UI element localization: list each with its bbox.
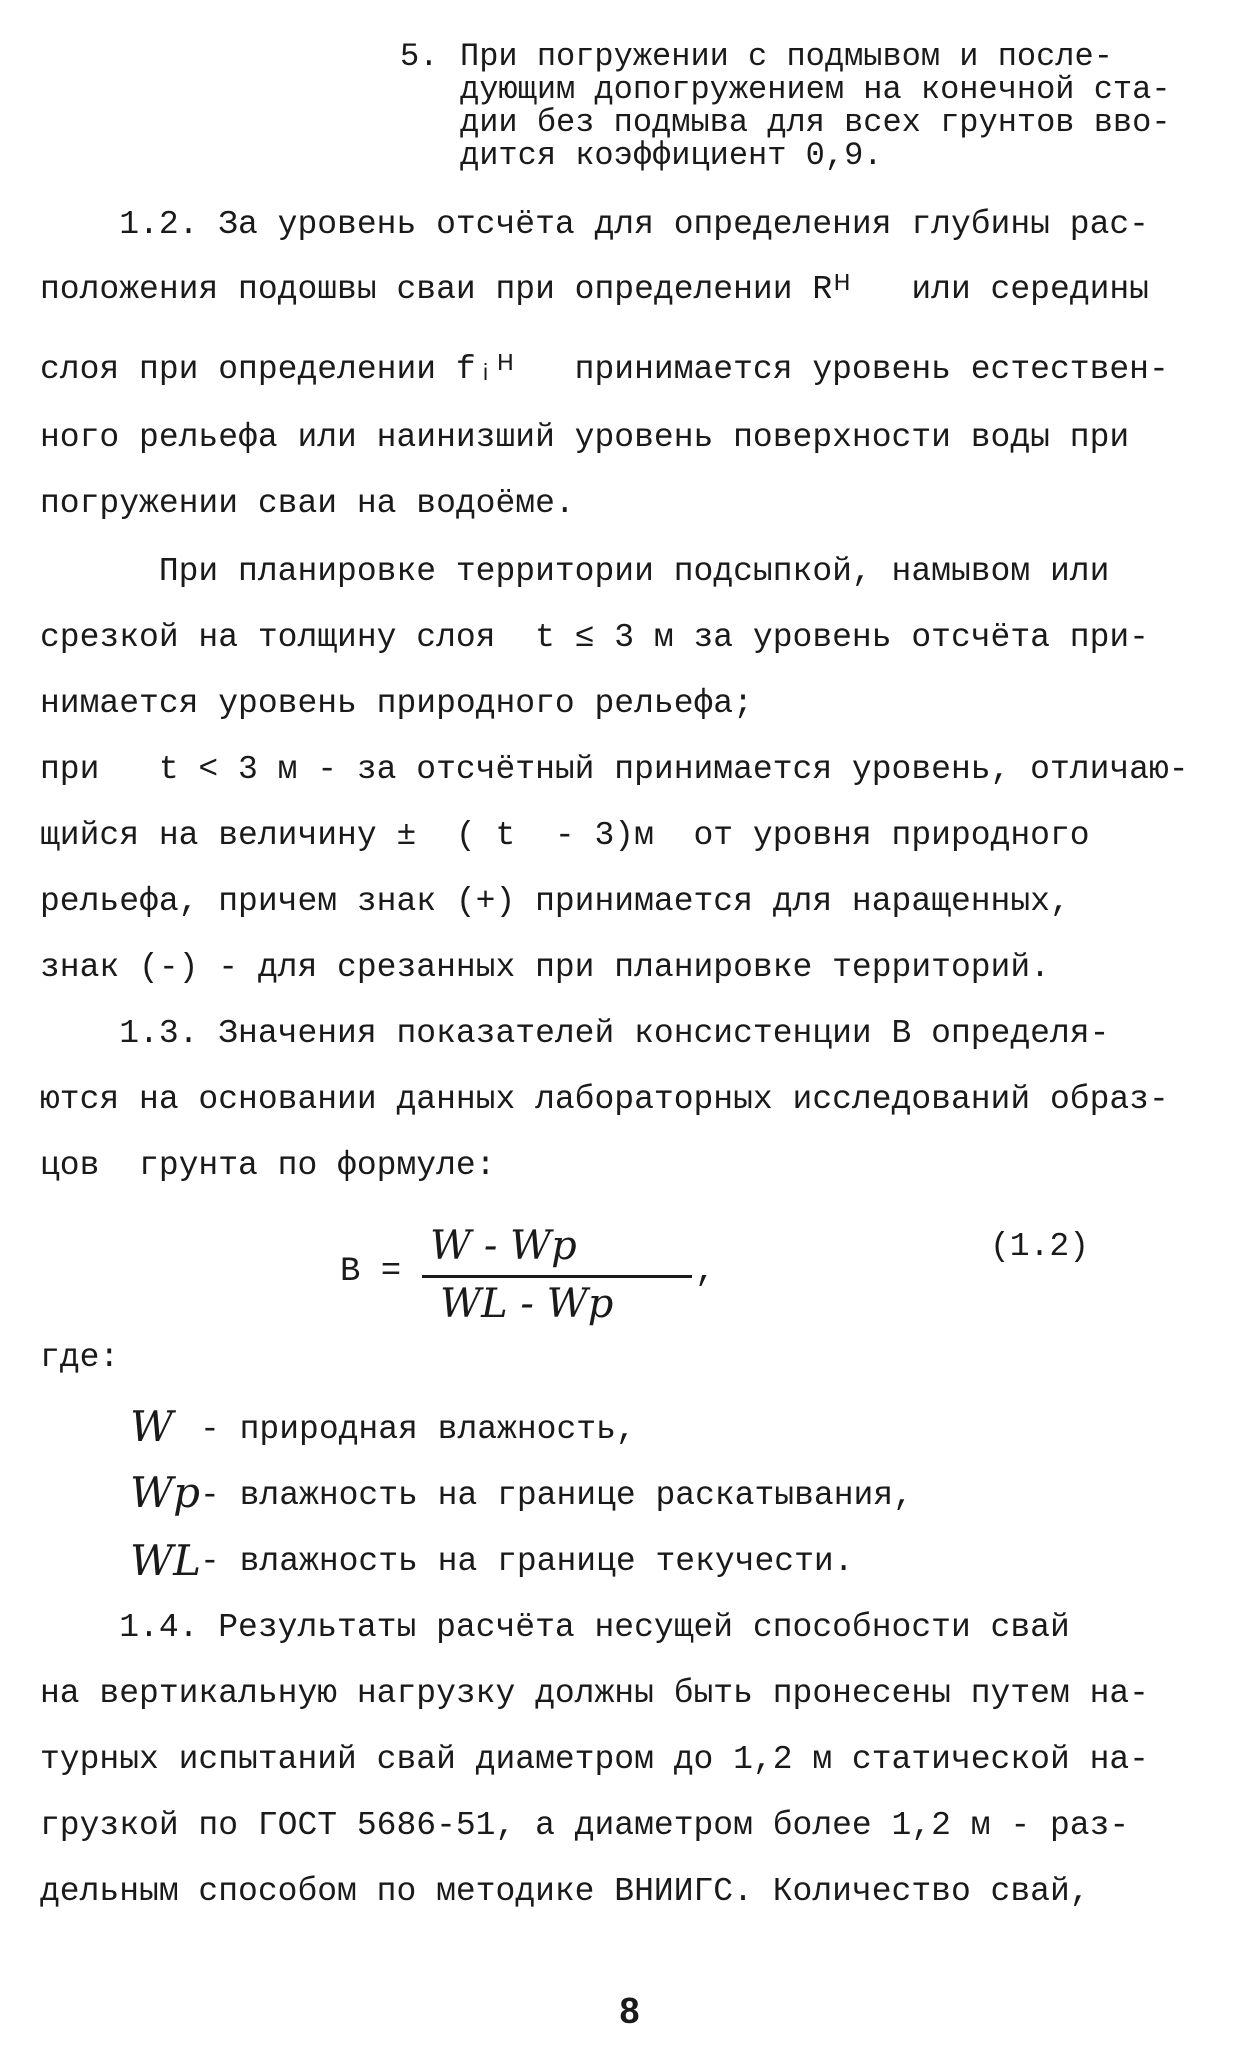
equation-number: (1.2)	[990, 1228, 1090, 1265]
formula-comma: ,	[695, 1253, 716, 1291]
text-line: слоя при определении fᵢᴴ принимается уровень естествен-	[40, 351, 1169, 388]
note-number: 5.	[400, 38, 439, 75]
text-line: при t < 3 м - за отсчётный принимается уровень, отличаю-	[40, 751, 1189, 788]
text-line: ного рельефа или наинизший уровень поверхности воды при	[40, 419, 1130, 456]
text-line: срезкой на толщину слоя t ≤ 3 м за уровень отсчёта при-	[40, 619, 1149, 656]
text-line: погружении сваи на водоёме.	[40, 485, 575, 522]
where-label: где:	[40, 1339, 120, 1376]
fraction-bar	[422, 1275, 692, 1278]
text-line: знак (-) - для срезанных при планировке территорий.	[40, 949, 1050, 986]
text-line: щийся на величину ± ( t - 3)м от уровня природного	[40, 817, 1090, 854]
note-line: дующим допогружением на конечной ста-	[460, 71, 1171, 108]
text-line: 1.3. Значения показателей консистенции В определя-	[40, 1015, 1110, 1052]
note-line: При погружении с подмывом и после-	[460, 38, 1113, 75]
definition-symbol: WL	[130, 1536, 202, 1585]
formula-denominator: WL - Wp	[440, 1281, 614, 1327]
note-line: дии без подмыва для всех грунтов вво-	[460, 104, 1171, 141]
text-line: ются на основании данных лабораторных исследований образ-	[40, 1081, 1169, 1118]
note-text	[460, 40, 1220, 172]
text-line: нимается уровень природного рельефа;	[40, 685, 753, 722]
text-line: на вертикальную нагрузку должны быть пронесены путем на-	[40, 1675, 1149, 1712]
text-line: рельефа, причем знак (+) принимается для наращенных,	[40, 883, 1070, 920]
text-line: дельным способом по методике ВНИИГС. Количество свай,	[40, 1873, 1090, 1910]
formula-numerator: W - Wp	[430, 1223, 577, 1269]
definition-text: - влажность на границе раскатывания,	[200, 1477, 913, 1514]
definition-symbol: W	[130, 1402, 174, 1451]
text-line: 1.4. Результаты расчёта несущей способности свай	[40, 1609, 1070, 1646]
text-line: турных испытаний свай диаметром до 1,2 м статической на-	[40, 1741, 1149, 1778]
note-line: дится коэффициент 0,9.	[460, 137, 883, 174]
definition-text: - влажность на границе текучести.	[200, 1543, 854, 1580]
text-line: положения подошвы сваи при определении Rᴴ или середины	[40, 271, 1149, 308]
definition-symbol: Wp	[130, 1468, 201, 1517]
text-line: грузкой по ГОСТ 5686-51, а диаметром более 1,2 м - раз-	[40, 1807, 1130, 1844]
text-line: 1.2. За уровень отсчёта для определения глубины рас-	[40, 206, 1149, 243]
text-line: цов грунта по формуле:	[40, 1147, 496, 1184]
text-line: При планировке территории подсыпкой, намывом или	[40, 553, 1110, 590]
definition-text: - природная влажность,	[200, 1411, 636, 1448]
page-number: 8	[619, 1990, 640, 2031]
formula-1-2	[340, 1225, 840, 1345]
formula-lhs: В =	[340, 1253, 402, 1291]
